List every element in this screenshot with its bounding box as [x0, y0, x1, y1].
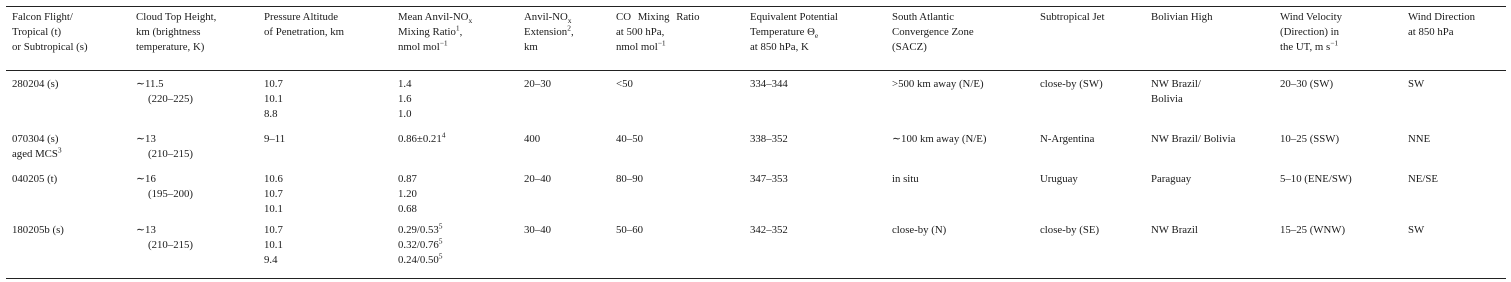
unit-label: km — [524, 41, 538, 53]
footnote-marker: 5 — [438, 221, 443, 231]
header-wind-velocity — [1280, 10, 1342, 55]
row3-cloud-top — [136, 172, 193, 202]
header-bolivian-high: Bolivian High — [1151, 11, 1213, 23]
row2-jet: N-Argentina — [1040, 133, 1095, 145]
pressure-value: 10.1 — [264, 203, 283, 215]
pressure-value: 10.1 — [264, 93, 283, 105]
nox-value: 1.20 — [398, 188, 417, 200]
unit-exponent: −1 — [1330, 38, 1339, 48]
row3-theta: 347–353 — [750, 173, 788, 185]
wind-vel-line: (Direction) in — [1280, 26, 1340, 38]
wind-vel-line: Wind Velocity — [1280, 11, 1343, 23]
row4-pressure — [264, 223, 283, 268]
pressure-value: 10.7 — [264, 78, 283, 90]
mixing-ratio-label: Mixing Ratio — [398, 26, 456, 38]
row1-co: <50 — [616, 78, 633, 90]
row4-wind-velocity: 15–25 (WNW) — [1280, 224, 1346, 236]
co-unit — [616, 40, 700, 55]
ext-label: Anvil-NO — [524, 11, 568, 23]
flight-value: 070304 (s) — [12, 133, 59, 145]
row2-pressure: 9–11 — [264, 133, 286, 145]
nox-value: 0.68 — [398, 203, 417, 215]
footnote-marker: 3 — [57, 145, 62, 155]
pressure-value: 8.8 — [264, 108, 278, 120]
pressure-value: 10.6 — [264, 173, 283, 185]
wind-vel-line3 — [1280, 40, 1342, 55]
nox-value-line — [398, 238, 443, 253]
row3-sacz: in situ — [892, 173, 919, 185]
header-flight-line: Tropical (t) — [12, 26, 62, 38]
header-mean-nox-line2 — [398, 25, 472, 40]
cloud-top-value: ∼11.5 — [136, 78, 164, 90]
row1-cloud-top — [136, 77, 193, 107]
nox-value: 1.0 — [398, 108, 412, 120]
theta-line3: at 850 hPa, K — [750, 41, 809, 53]
bolivian-value: Bolivia — [1151, 93, 1183, 105]
nox-value: 0.32/0.76 — [398, 239, 439, 251]
nox-value: 0.86±0.21 — [398, 133, 442, 145]
pressure-value: 9.4 — [264, 254, 278, 266]
header-mean-nox-line3 — [398, 40, 472, 55]
nox-value: 1.4 — [398, 78, 412, 90]
footnote-marker: 5 — [438, 251, 443, 261]
row4-wind-direction: SW — [1408, 224, 1425, 236]
row3-wind-direction: NE/SE — [1408, 173, 1438, 185]
header-nox-extension — [524, 10, 574, 55]
row1-nox — [398, 77, 412, 122]
theta-line1: Equivalent Potential — [750, 11, 838, 23]
header-pressure-line: of Penetration, km — [264, 26, 345, 38]
cloud-temp-value: (210–215) — [148, 148, 193, 160]
table-top-rule — [6, 6, 1506, 7]
table-bottom-rule — [6, 278, 1506, 279]
flight-note-text: aged MCS — [12, 148, 58, 160]
row2-extension: 400 — [524, 133, 541, 145]
nox-value: 0.29/0.53 — [398, 224, 439, 236]
nox-subscript: x — [567, 16, 572, 26]
row4-extension: 30–40 — [524, 224, 551, 236]
row2-nox — [398, 132, 445, 147]
nox-value: 0.24/0.50 — [398, 254, 439, 266]
header-cloud-top-line: km (brightness — [136, 26, 201, 38]
sacz-line: Convergence Zone — [892, 26, 974, 38]
header-cloud-top-line: Cloud Top Height, — [136, 11, 217, 23]
row3-bolivian: Paraguay — [1151, 173, 1192, 185]
row3-jet: Uruguay — [1040, 173, 1078, 185]
row3-extension: 20–40 — [524, 173, 551, 185]
cloud-top-value: ∼13 — [136, 224, 156, 236]
co-level: at 500 hPa, — [616, 26, 665, 38]
theta-label: Temperature Θ — [750, 26, 815, 38]
theta-subscript: e — [814, 31, 819, 41]
pressure-value: 10.1 — [264, 239, 283, 251]
nox-value: 1.6 — [398, 93, 412, 105]
flight-note — [12, 147, 62, 162]
row1-wind-direction: SW — [1408, 78, 1425, 90]
header-sacz — [892, 10, 974, 55]
row2-co: 40–50 — [616, 133, 643, 145]
header-co — [616, 10, 700, 55]
nox-label: Mean Anvil-NO — [398, 11, 469, 23]
row4-theta: 342–352 — [750, 224, 788, 236]
comma: , — [570, 26, 574, 38]
header-mean-nox — [398, 10, 472, 55]
row4-sacz: close-by (N) — [892, 224, 947, 236]
header-cloud-top-line: temperature, K) — [136, 41, 205, 53]
row1-flight: 280204 (s) — [12, 78, 59, 90]
wind-dir-line: at 850 hPa — [1408, 26, 1454, 38]
footnote-marker: 1 — [455, 23, 460, 33]
extension-label: Extension — [524, 26, 568, 38]
row2-sacz: ∼100 km away (N/E) — [892, 133, 987, 145]
pressure-value: 10.7 — [264, 224, 283, 236]
nox-subscript: x — [468, 16, 473, 26]
cloud-temp-value: (210–215) — [148, 239, 193, 251]
header-flight-line: or Subtropical (s) — [12, 41, 88, 53]
footnote-marker: 2 — [567, 23, 571, 33]
cloud-top-value: ∼16 — [136, 173, 156, 185]
header-theta — [750, 10, 838, 55]
co-label: CO Mixing Ratio — [616, 11, 700, 23]
header-pressure-line: Pressure Altitude — [264, 11, 339, 23]
row4-bolivian: NW Brazil — [1151, 224, 1198, 236]
row1-theta: 334–344 — [750, 78, 788, 90]
unit-exponent: −1 — [439, 38, 448, 48]
row1-sacz: >500 km away (N/E) — [892, 78, 984, 90]
comma: , — [459, 26, 463, 38]
row2-flight — [12, 132, 62, 162]
cloud-temp-value: (220–225) — [148, 93, 193, 105]
unit-label: nmol mol — [398, 41, 440, 53]
header-rule — [6, 70, 1506, 71]
row4-cloud-top — [136, 223, 193, 253]
row3-co: 80–90 — [616, 173, 643, 185]
row1-jet: close-by (SW) — [1040, 78, 1103, 90]
bolivian-value: NW Brazil/ — [1151, 78, 1201, 90]
row3-pressure — [264, 172, 283, 217]
row3-nox — [398, 172, 417, 217]
header-flight — [12, 10, 88, 55]
row2-bolivian: NW Brazil/ Bolivia — [1151, 133, 1236, 145]
nox-value-line — [398, 223, 443, 238]
row4-nox — [398, 223, 443, 268]
row1-extension: 20–30 — [524, 78, 551, 90]
header-flight-line: Falcon Flight/ — [12, 11, 73, 23]
header-subtropical-jet: Subtropical Jet — [1040, 11, 1105, 23]
nox-value-line — [398, 253, 443, 268]
header-cloud-top — [136, 10, 216, 55]
row3-flight: 040205 (t) — [12, 173, 58, 185]
cloud-temp-value: (195–200) — [148, 188, 193, 200]
nox-value: 0.87 — [398, 173, 417, 185]
row4-co: 50–60 — [616, 224, 643, 236]
row1-wind-velocity: 20–30 (SW) — [1280, 78, 1334, 90]
row2-cloud-top — [136, 132, 193, 162]
cloud-top-value: ∼13 — [136, 133, 156, 145]
sacz-line: South Atlantic — [892, 11, 955, 23]
sacz-line: (SACZ) — [892, 41, 927, 53]
header-pressure-altitude — [264, 10, 344, 40]
row1-bolivian — [1151, 77, 1201, 107]
footnote-marker: 4 — [441, 130, 446, 140]
row4-flight: 180205b (s) — [12, 224, 64, 236]
footnote-marker: 5 — [438, 236, 443, 246]
unit-label: nmol mol — [616, 41, 658, 53]
theta-line2 — [750, 25, 838, 40]
header-wind-direction — [1408, 10, 1475, 40]
header-mean-nox-line1 — [398, 10, 472, 25]
wind-dir-line: Wind Direction — [1408, 11, 1476, 23]
row1-pressure — [264, 77, 283, 122]
row2-theta: 338–352 — [750, 133, 788, 145]
row4-jet: close-by (SE) — [1040, 224, 1100, 236]
header-ext-line2 — [524, 25, 574, 40]
unit-exponent: −1 — [657, 38, 666, 48]
row3-wind-velocity: 5–10 (ENE/SW) — [1280, 173, 1352, 185]
row2-wind-direction: NNE — [1408, 133, 1431, 145]
pressure-value: 10.7 — [264, 188, 283, 200]
row2-wind-velocity: 10–25 (SSW) — [1280, 133, 1340, 145]
unit-label: the UT, m s — [1280, 41, 1331, 53]
